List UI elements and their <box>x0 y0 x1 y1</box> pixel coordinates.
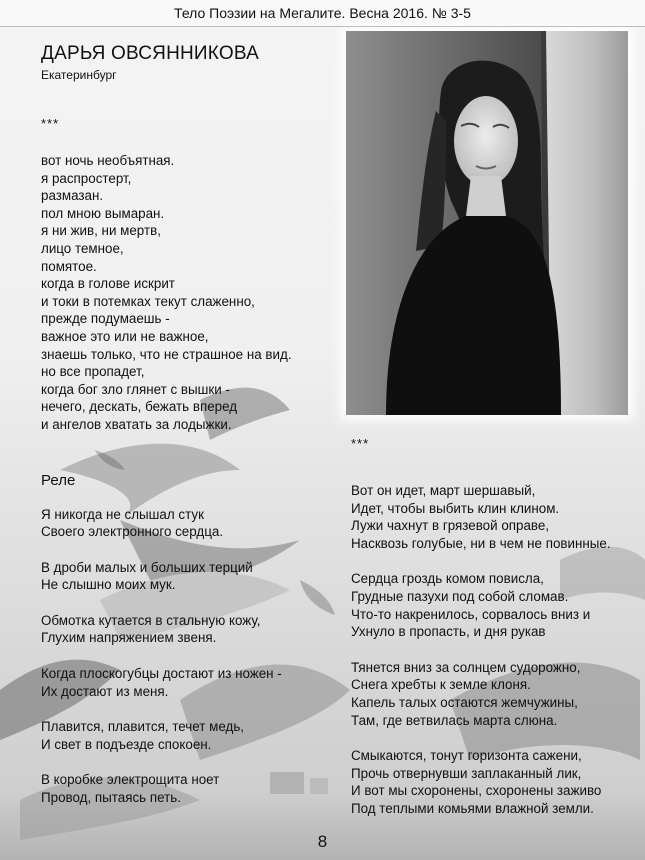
author-city: Екатеринбург <box>41 68 117 82</box>
poem-line: Плавится, плавится, течет медь, <box>41 719 245 735</box>
author-portrait-photo <box>346 31 628 415</box>
stanza <box>41 718 331 753</box>
poem-line: Ухнуло в пропасть, и дня рукав <box>351 624 546 640</box>
poem-line: Лужи чахнут в грязевой оправе, <box>351 518 550 534</box>
poem-line: Смыкаются, тонут горизонта сажени, <box>351 748 582 764</box>
poem-line: В дроби малых и больших терций <box>41 559 253 575</box>
poem-line: Там, где ветвилась марта слюна. <box>351 712 558 728</box>
stanza <box>351 747 631 817</box>
poem-line: Под теплыми комьями влажной земли. <box>351 800 594 816</box>
poem3-body <box>351 482 631 818</box>
poem2-body <box>41 506 331 807</box>
right-column <box>351 436 631 836</box>
poem-line: И вот мы схоронены, схоронены заживо <box>351 783 602 799</box>
stanza <box>41 506 331 541</box>
poem-line: нечего, дескать, бежать вперед <box>41 399 238 415</box>
poem-line: когда бог зло глянет с вышки - <box>41 381 230 397</box>
poem-line: когда в голове искрит <box>41 276 175 292</box>
poem-line: и токи в потемках текут слаженно, <box>41 293 255 309</box>
poem-line: Провод, пытаясь петь. <box>41 790 181 806</box>
poem-line: Своего электронного сердца. <box>41 524 224 540</box>
poem2-title: Реле <box>41 471 76 489</box>
author-name: ДАРЬЯ ОВСЯННИКОВА <box>41 43 259 64</box>
poem-line: прежде подумаешь - <box>41 311 170 327</box>
poem-line: вот ночь необъятная. <box>41 153 175 168</box>
poem-line: я распростерт, <box>41 170 132 186</box>
journal-header: Тело Поэзии на Мегалите. Весна 2016. № 3-5 <box>0 0 645 27</box>
poem-line: В коробке электрощита ноет <box>41 772 220 788</box>
stanza <box>351 570 631 640</box>
poem1-body <box>41 152 331 434</box>
stanza <box>41 559 331 594</box>
poem-line: И свет в подъезде спокоен. <box>41 736 212 752</box>
poem-line: Грудные пазухи под собой сломав. <box>351 588 569 604</box>
left-column <box>41 42 331 825</box>
poem-line: я ни жив, ни мертв, <box>41 223 161 239</box>
poem-line: Обмотка кутается в стальную кожу, <box>41 612 261 628</box>
poem-line: Глухим напряжением звеня. <box>41 630 217 646</box>
poem-line: размазан. <box>41 188 104 204</box>
stanza <box>351 482 631 552</box>
page-number: 8 <box>317 832 328 851</box>
poem-line: Сердца гроздь комом повисла, <box>351 571 544 587</box>
poem-line: Идет, чтобы выбить клин клином. <box>351 500 560 516</box>
poem-line: Тянется вниз за солнцем судорожно, <box>351 659 581 675</box>
poem-line: Снега хребты к земле клоня. <box>351 677 531 693</box>
poem-line: пол мною вымаран. <box>41 205 165 221</box>
stanza <box>41 665 331 700</box>
stanza <box>41 612 331 647</box>
poem-line: лицо темное, <box>41 240 124 256</box>
poem-line: важное это или не важное, <box>41 328 209 344</box>
poem-line: знаешь только, что не страшное на вид. <box>41 346 292 362</box>
poem-line: Что-то накренилось, сорвалось вниз и <box>351 606 591 622</box>
poem-line: Когда плоскогубцы достают из ножен - <box>41 666 282 682</box>
poem-line: Я никогда не слышал стук <box>41 506 204 522</box>
poem-line: но все пропадет, <box>41 364 145 380</box>
stanza <box>41 771 331 806</box>
poem1-title: *** <box>41 116 60 131</box>
poem-line: помятое. <box>41 258 97 274</box>
poem3-title: *** <box>351 436 370 451</box>
poem-line: Капель талых остаются жемчужины, <box>351 694 578 710</box>
poem-line: Вот он идет, март шершавый, <box>351 483 536 498</box>
poem-line: Прочь отвернувши заплаканный лик, <box>351 765 582 781</box>
poem-line: Их достают из меня. <box>41 683 169 699</box>
stanza <box>351 659 631 729</box>
poem-line: Не слышно моих мук. <box>41 577 176 593</box>
poem-line: Насквозь голубые, ни в чем не повинные. <box>351 535 611 551</box>
poem-line: и ангелов хватать за лодыжки. <box>41 416 232 432</box>
